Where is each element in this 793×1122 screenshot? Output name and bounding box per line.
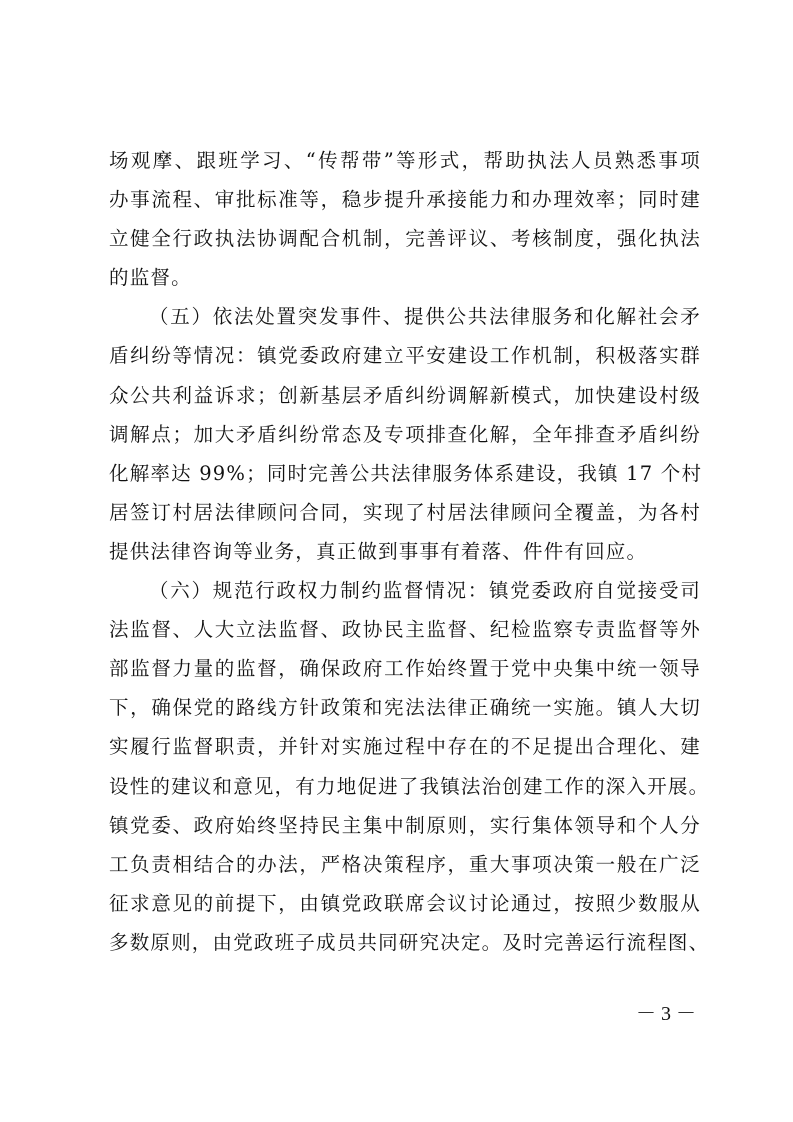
text-line: 实履行监督职责，并针对实施过程中存在的不足提出合理化、建 <box>109 735 701 759</box>
text-line: 众公共利益诉求；创新基层矛盾纠纷调解新模式，加快建设村级 <box>109 383 701 407</box>
text-line: 办事流程、审批标准等，稳步提升承接能力和办理效率；同时建 <box>109 188 701 212</box>
text-line: 设性的建议和意见，有力地促进了我镇法治创建工作的深入开展。 <box>109 774 710 798</box>
text-line: 法监督、人大立法监督、政协民主监督、纪检监察专责监督等外 <box>109 618 701 642</box>
body-text <box>109 141 710 962</box>
paragraph-continuation <box>109 141 701 297</box>
text-line: 的监督。 <box>109 266 192 290</box>
section-heading-line: （五）依法处置突发事件、提供公共法律服务和化解社会矛 <box>149 305 701 329</box>
text-line: 多数原则，由党政班子成员共同研究决定。及时完善运行流程图、 <box>109 930 710 954</box>
text-line: 调解点；加大矛盾纠纷常态及专项排查化解，全年排查矛盾纠纷 <box>109 422 701 446</box>
text-line: 部监督力量的监督，确保政府工作始终置于党中央集中统一领导 <box>109 657 701 681</box>
text-line: 居签订村居法律顾问合同，实现了村居法律顾问全覆盖，为各村 <box>109 500 701 524</box>
text-line: 工负责相结合的办法，严格决策程序，重大事项决策一般在广泛 <box>109 852 701 876</box>
paragraph-section-5 <box>109 297 701 571</box>
paragraph-section-6 <box>109 571 710 962</box>
text-line: 立健全行政执法协调配合机制，完善评议、考核制度，强化执法 <box>109 227 701 251</box>
text-line: 场观摩、跟班学习、“传帮带”等形式，帮助执法人员熟悉事项 <box>109 149 701 172</box>
text-line: 化解率达 99%；同时完善公共法律服务体系建设，我镇 17 个村 <box>109 461 703 485</box>
text-line: 盾纠纷等情况：镇党委政府建立平安建设工作机制，积极落实群 <box>109 344 701 368</box>
page-number: － 3 － <box>636 1003 696 1025</box>
section-heading-line: （六）规范行政权力制约监督情况：镇党委政府自觉接受司 <box>149 579 701 603</box>
text-line: 提供法律咨询等业务，真正做到事事有着落、件件有回应。 <box>109 539 648 563</box>
text-line: 下，确保党的路线方针政策和宪法法律正确统一实施。镇人大切 <box>109 696 701 720</box>
text-line: 镇党委、政府始终坚持民主集中制原则，实行集体领导和个人分 <box>109 813 701 837</box>
text-line: 征求意见的前提下，由镇党政联席会议讨论通过，按照少数服从 <box>109 891 701 915</box>
